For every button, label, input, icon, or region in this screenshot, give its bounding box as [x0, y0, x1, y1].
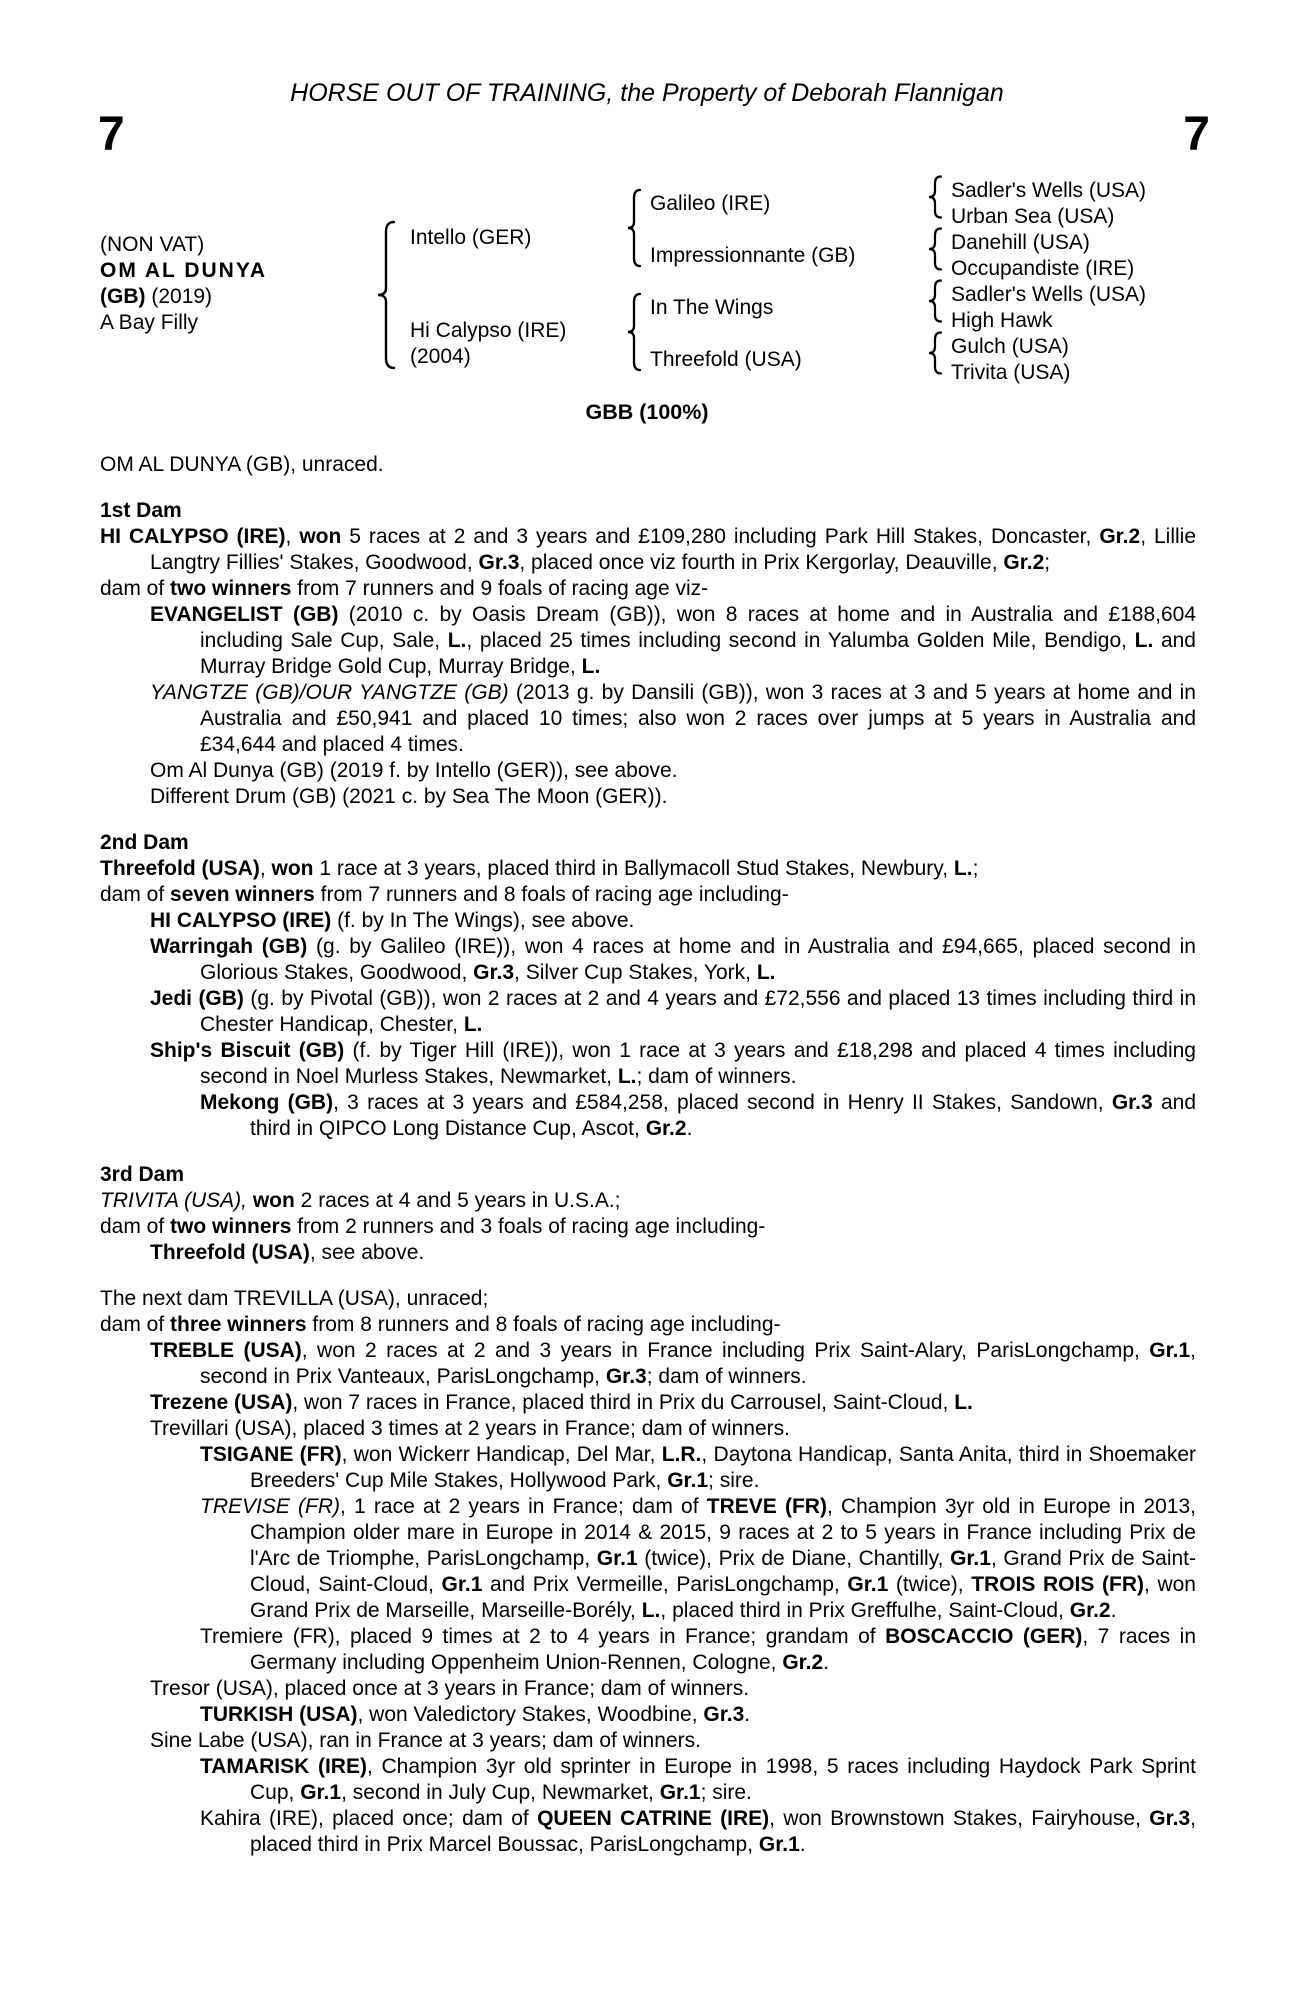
pedigree-paragraph: dam of two winners from 7 runners and 9 foals of racing age viz- [100, 577, 709, 600]
subject-year: (2019) [151, 285, 213, 308]
page-header-title: HORSE OUT OF TRAINING, the Property of Deborah Flannigan [290, 79, 1004, 107]
granddam-1: Impressionnante (GB) [650, 244, 856, 267]
pedigree-paragraph: Tresor (USA), placed once at 3 years in France; dam of winners. [150, 1677, 750, 1700]
pedigree-paragraph: OM AL DUNYA (GB), unraced. [100, 453, 384, 476]
pedigree-paragraph: TREVISE (FR), 1 race at 2 years in France; dam of TREVE (FR), Champion 3yr old in Europe in 2013, Champion older mare in Europe in 2014 & 2015, 9 races at 2 to 5 years in France including Prix de l'Arc de Triomphe, ParisLongchamp, Gr.1 (twice), Prix de Diane, Chantilly, Gr.1, Grand Prix de Saint-Cloud, Saint-Cloud, Gr.1 and Prix Vermeille, ParisLongchamp, Gr.1 (twice), TROIS ROIS (FR), won Grand Prix de Marseille, Marseille-Borély, L., placed third in Prix Greffulhe, Saint-Cloud, Gr.2. [200, 1495, 1196, 1622]
subject-country-year [100, 284, 212, 310]
pedigree-brace-generation1 [374, 220, 398, 370]
lot-number-right: 7 [1183, 108, 1210, 161]
pedigree-paragraph: YANGTZE (GB)/OUR YANGTZE (GB) (2013 g. by Dansili (GB)), won 3 races at 3 and 5 years at home and in Australia and £50,941 and placed 10 times; also won 2 races over jumps at 5 years in Australia and £34,644 and placed 4 times. [150, 681, 1196, 756]
dam-section-heading: 3rd Dam [100, 1163, 185, 1186]
pedigree-paragraph: Warringah (GB) (g. by Galileo (IRE)), won 4 races at home and in Australia and £94,665, placed second in Glorious Stakes, Goodwood, Gr.3, Silver Cup Stakes, York, L. [150, 935, 1196, 984]
pedigree-brace-pair-3 [926, 279, 944, 323]
great-grandparent-4: Occupandiste (IRE) [951, 257, 1135, 280]
pedigree-paragraph: TREBLE (USA), won 2 races at 2 and 3 years in France including Prix Saint-Alary, ParisLongchamp, Gr.1, second in Prix Vanteaux, ParisLongchamp, Gr.3; dam of winners. [150, 1339, 1196, 1388]
dam-section [100, 498, 1196, 810]
pedigree-paragraph: TAMARISK (IRE), Champion 3yr old sprinter in Europe in 1998, 5 races including Haydock Park Sprint Cup, Gr.1, second in July Cup, Newmarket, Gr.1; sire. [200, 1755, 1196, 1804]
great-grandparent-8: Trivita (USA) [951, 361, 1071, 384]
pedigree-paragraph: Trezene (USA), won 7 races in France, placed third in Prix du Carrousel, Saint-Cloud, L. [150, 1391, 973, 1414]
dam-section [100, 830, 1196, 1142]
grandsire-1: Galileo (IRE) [650, 192, 771, 215]
subject-description: A Bay Filly [100, 311, 199, 334]
granddam-2: Threefold (USA) [650, 348, 802, 371]
great-grandparent-2: Urban Sea (USA) [951, 205, 1115, 228]
pedigree-brace-pair-1 [926, 175, 944, 219]
subject-name: OM AL DUNYA [100, 259, 268, 282]
pedigree-brace-dam-side [625, 292, 643, 372]
great-grandparent-3: Danehill (USA) [951, 231, 1090, 254]
pedigree-paragraph: Tremiere (FR), placed 9 times at 2 to 4 years in France; grandam of BOSCACCIO (GER), 7 races in Germany including Oppenheim Union-Rennen, Cologne, Gr.2. [200, 1625, 1196, 1674]
great-grandparent-5: Sadler's Wells (USA) [951, 283, 1146, 306]
dam-name: Hi Calypso (IRE) [410, 319, 567, 342]
great-grandparent-6: High Hawk [951, 309, 1053, 332]
pedigree-paragraph: TSIGANE (FR), won Wickerr Handicap, Del Mar, L.R., Daytona Handicap, Santa Anita, third in Shoemaker Breeders' Cup Mile Stakes, Hollywood Park, Gr.1; sire. [200, 1443, 1196, 1492]
pedigree-paragraph: TURKISH (USA), won Valedictory Stakes, Woodbine, Gr.3. [200, 1703, 751, 1726]
pedigree-paragraph: Mekong (GB), 3 races at 3 years and £584,258, placed second in Henry II Stakes, Sandown, Gr.3 and third in QIPCO Long Distance Cup, Ascot, Gr.2. [200, 1091, 1196, 1140]
pedigree-paragraph: Threefold (USA), see above. [150, 1241, 425, 1264]
grandsire-2: In The Wings [650, 296, 774, 319]
pedigree-paragraph: Trevillari (USA), placed 3 times at 2 years in France; dam of winners. [150, 1417, 790, 1440]
vat-note: (NON VAT) [100, 233, 205, 256]
dam-section-heading: 2nd Dam [100, 831, 189, 854]
pedigree-paragraph: Kahira (IRE), placed once; dam of QUEEN CATRINE (IRE), won Brownstown Stakes, Fairyhouse, Gr.3, placed third in Prix Marcel Boussac, ParisLongchamp, Gr.1. [200, 1807, 1196, 1856]
gbb-status: GBB (100%) [585, 400, 709, 424]
pedigree-tree [0, 0, 1314, 400]
dam-section [100, 1162, 1196, 1266]
pedigree-paragraph: Different Drum (GB) (2021 c. by Sea The Moon (GER)). [150, 785, 668, 808]
pedigree-paragraph: HI CALYPSO (IRE), won 5 races at 2 and 3 years and £109,280 including Park Hill Stakes, Doncaster, Gr.2, Lillie Langtry Fillies' Stakes, Goodwood, Gr.3, placed once viz fourth in Prix Kergorlay, Deauville, Gr.2; [100, 525, 1197, 574]
pedigree-paragraph: Sine Labe (USA), ran in France at 3 years; dam of winners. [150, 1729, 701, 1752]
dam-section [100, 452, 1196, 478]
pedigree-paragraph: Threefold (USA), won 1 race at 3 years, placed third in Ballymacoll Stud Stakes, Newbury, L.; [100, 857, 979, 880]
great-grandparent-1: Sadler's Wells (USA) [951, 179, 1146, 202]
pedigree-paragraph: dam of three winners from 8 runners and 8 foals of racing age including- [100, 1313, 781, 1336]
dam-section-heading: 1st Dam [100, 499, 182, 522]
pedigree-paragraph: dam of seven winners from 7 runners and 8 foals of racing age including- [100, 883, 789, 906]
pedigree-paragraph: HI CALYPSO (IRE) (f. by In The Wings), see above. [150, 909, 635, 932]
pedigree-paragraph: Jedi (GB) (g. by Pivotal (GB)), won 2 races at 2 and 4 years and £72,556 and placed 13 times including third in Chester Handicap, Chester, L. [150, 987, 1197, 1036]
pedigree-paragraph: Om Al Dunya (GB) (2019 f. by Intello (GER)), see above. [150, 759, 678, 782]
sire-name: Intello (GER) [410, 226, 532, 249]
subject-country: (GB) [100, 285, 146, 308]
pedigree-paragraph: dam of two winners from 2 runners and 3 foals of racing age including- [100, 1215, 766, 1238]
pedigree-paragraph: The next dam TREVILLA (USA), unraced; [100, 1287, 489, 1310]
dam-section [100, 1286, 1196, 1858]
pedigree-brace-sire-side [625, 188, 643, 268]
pedigree-paragraph: EVANGELIST (GB) (2010 c. by Oasis Dream (GB)), won 8 races at home and in Australia and £188,604 including Sale Cup, Sale, L., placed 25 times including second in Yalumba Golden Mile, Bendigo, L. and Murray Bridge Gold Cup, Murray Bridge, L. [150, 603, 1196, 678]
lot-number-left: 7 [98, 108, 125, 161]
pedigree-brace-pair-2 [926, 227, 944, 271]
dam-year: (2004) [410, 345, 471, 368]
pedigree-paragraph: TRIVITA (USA), won 2 races at 4 and 5 years in U.S.A.; [100, 1189, 621, 1212]
pedigree-brace-pair-4 [926, 331, 944, 375]
pedigree-details [100, 452, 1196, 1858]
pedigree-paragraph: Ship's Biscuit (GB) (f. by Tiger Hill (IRE)), won 1 race at 3 years and £18,298 and placed 4 times including second in Noel Murless Stakes, Newmarket, L.; dam of winners. [150, 1039, 1196, 1088]
great-grandparent-7: Gulch (USA) [951, 335, 1069, 358]
